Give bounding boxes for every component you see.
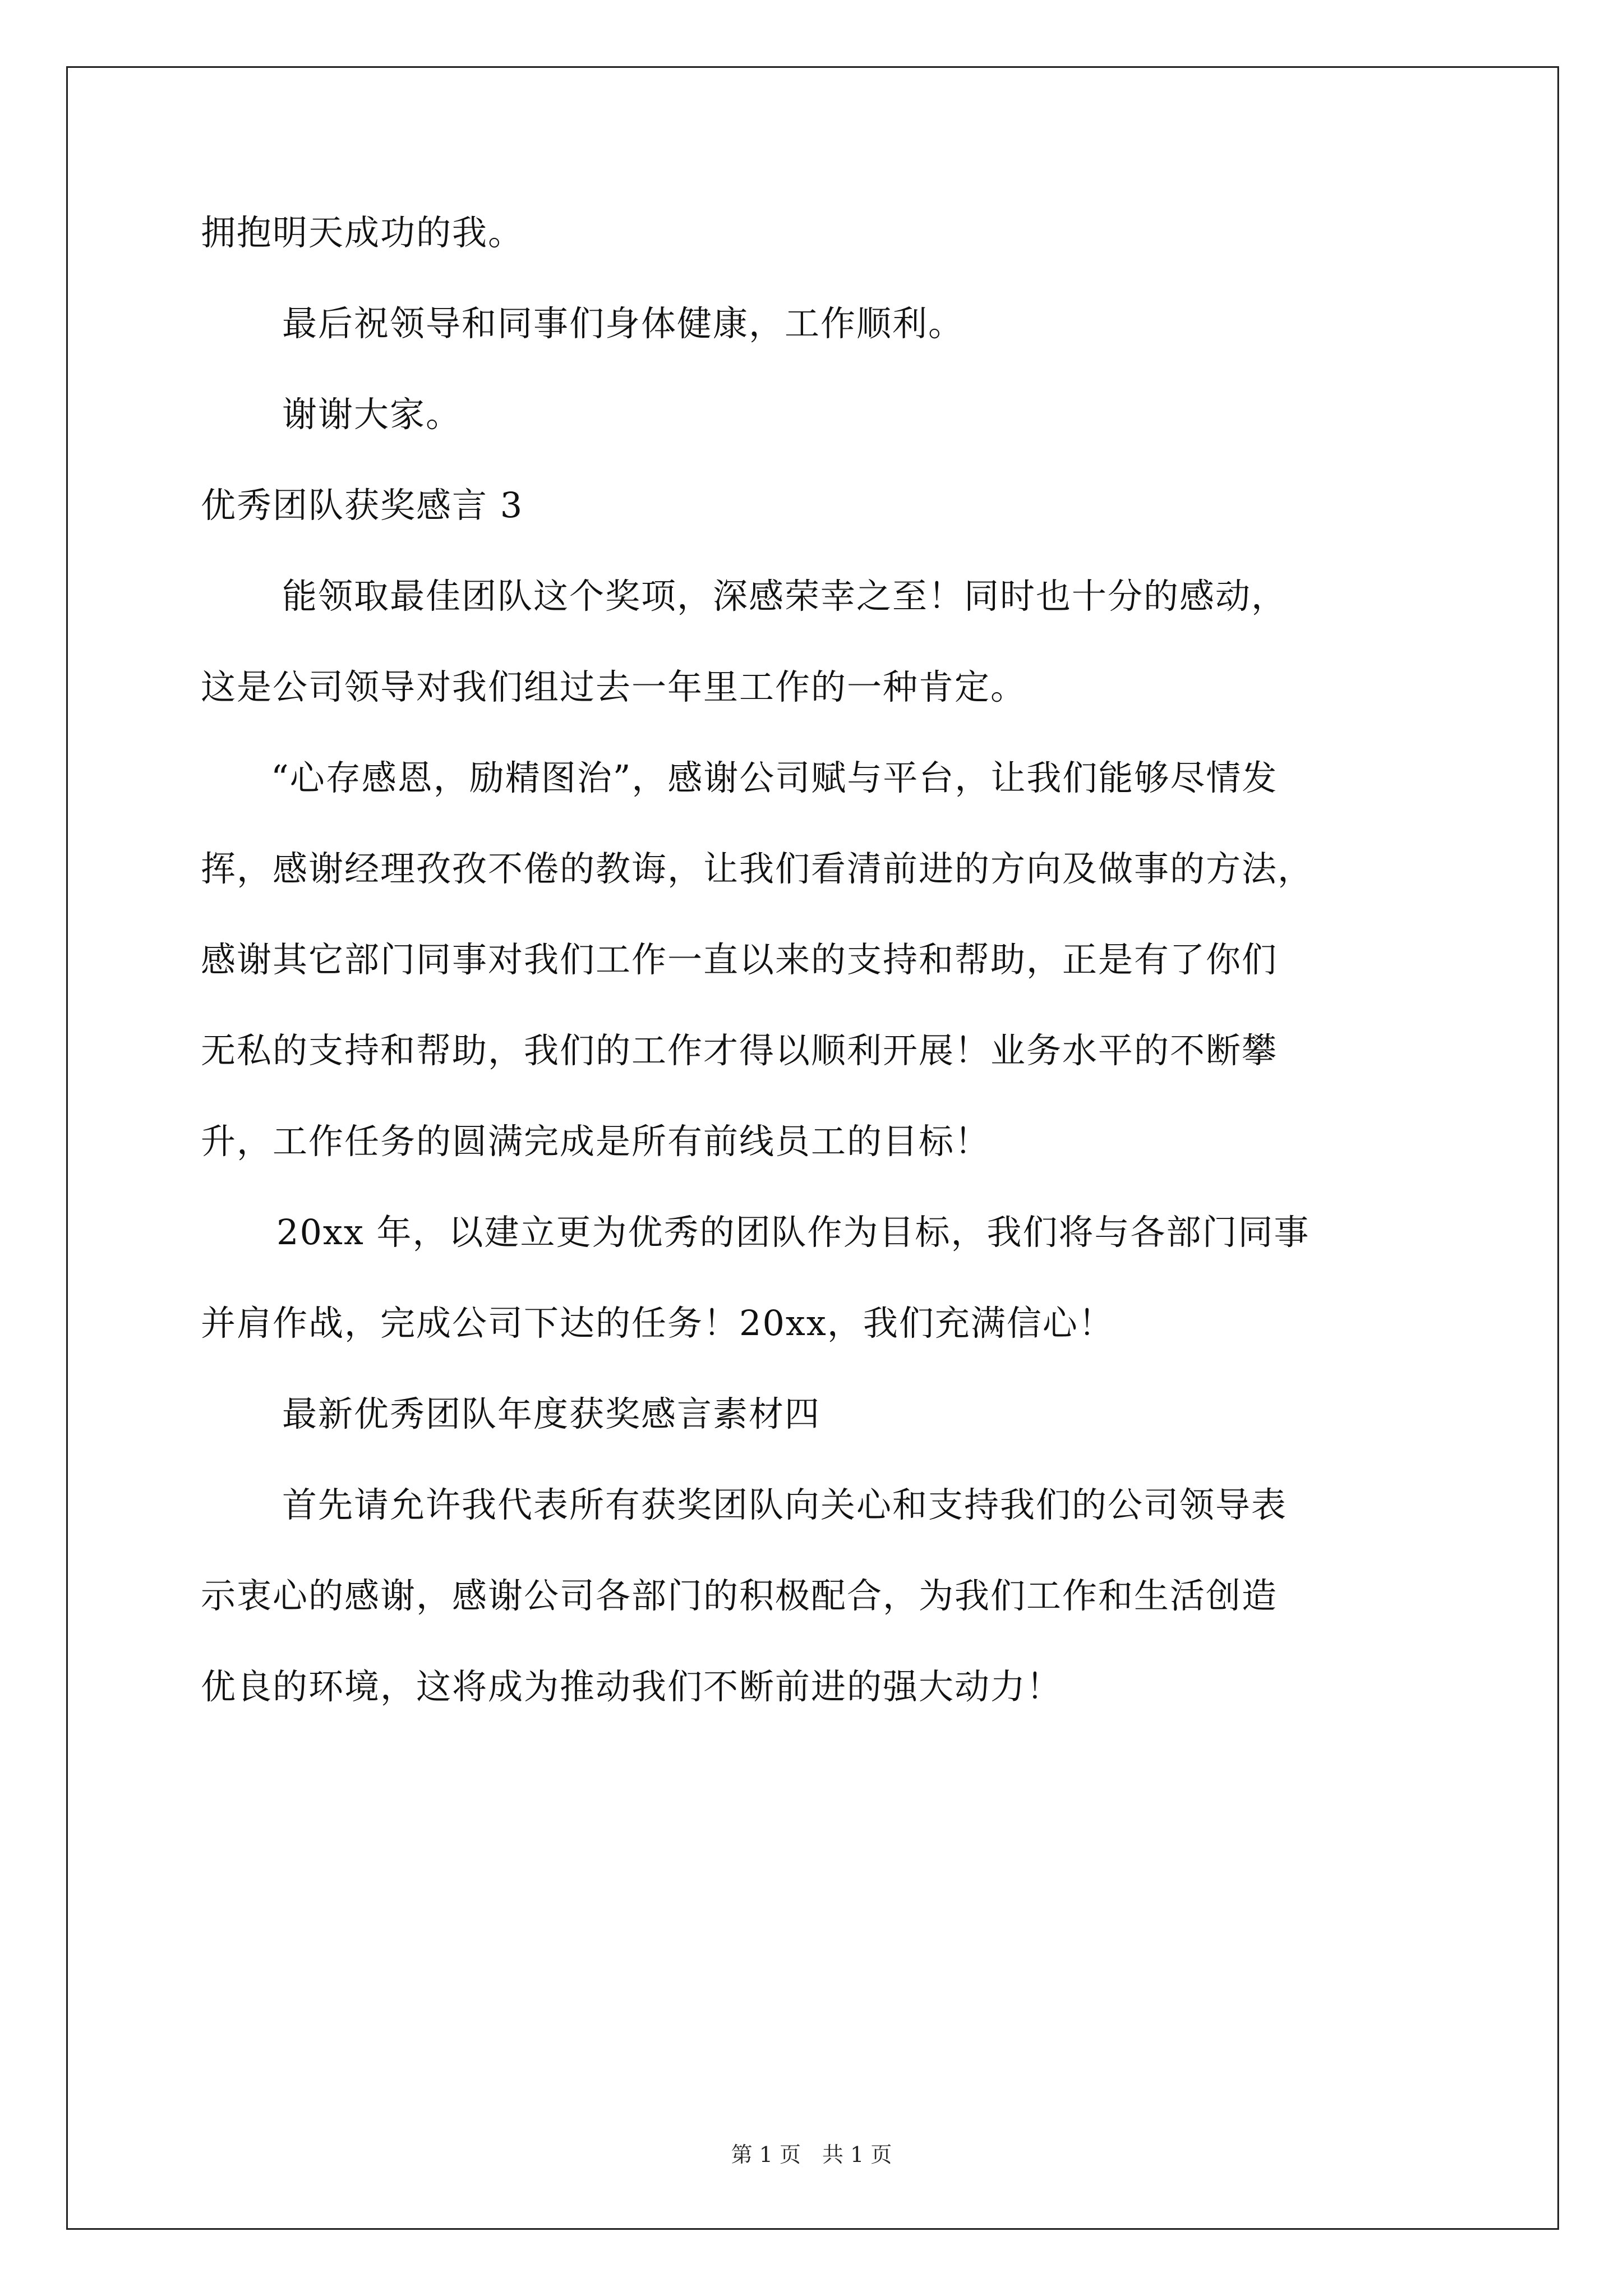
section-heading: 最新优秀团队年度获奖感言素材四 <box>282 1393 821 1434</box>
text-line: “心存感恩，励精图治”，感谢公司赋与平台，让我们能够尽情发 <box>271 757 1278 798</box>
text-line: 首先请允许我代表所有获奖团队向关心和支持我们的公司领导表 <box>282 1484 1288 1525</box>
text-line: 示衷心的感谢，感谢公司各部门的积极配合，为我们工作和生活创造 <box>201 1575 1278 1616</box>
text-line: 这是公司领导对我们组过去一年里工作的一种肯定。 <box>201 666 1027 707</box>
text-line: 谢谢大家。 <box>282 394 462 435</box>
text-line: 20xx 年，以建立更为优秀的团队作为目标，我们将与各部门同事 <box>276 1212 1310 1253</box>
page-footer: 第 1 页 共 1 页 <box>731 2142 892 2167</box>
text-line: 并肩作战，完成公司下达的任务！20xx，我们充满信心！ <box>201 1303 1114 1343</box>
text-line: 感谢其它部门同事对我们工作一直以来的支持和帮助，正是有了你们 <box>201 939 1278 980</box>
text-line: 挥，感谢经理孜孜不倦的教诲，让我们看清前进的方向及做事的方法， <box>201 848 1314 889</box>
text-line: 能领取最佳团队这个奖项，深感荣幸之至！同时也十分的感动， <box>282 576 1288 616</box>
text-line: 升，工作任务的圆满完成是所有前线员工的目标！ <box>201 1121 991 1162</box>
text-line: 拥抱明天成功的我。 <box>201 212 524 253</box>
text-line: 无私的支持和帮助，我们的工作才得以顺利开展！业务水平的不断攀 <box>201 1030 1278 1071</box>
section-heading: 优秀团队获奖感言 3 <box>201 485 524 526</box>
text-line: 优良的环境，这将成为推动我们不断前进的强大动力！ <box>201 1666 1063 1707</box>
text-line: 最后祝领导和同事们身体健康，工作顺利。 <box>282 303 965 344</box>
